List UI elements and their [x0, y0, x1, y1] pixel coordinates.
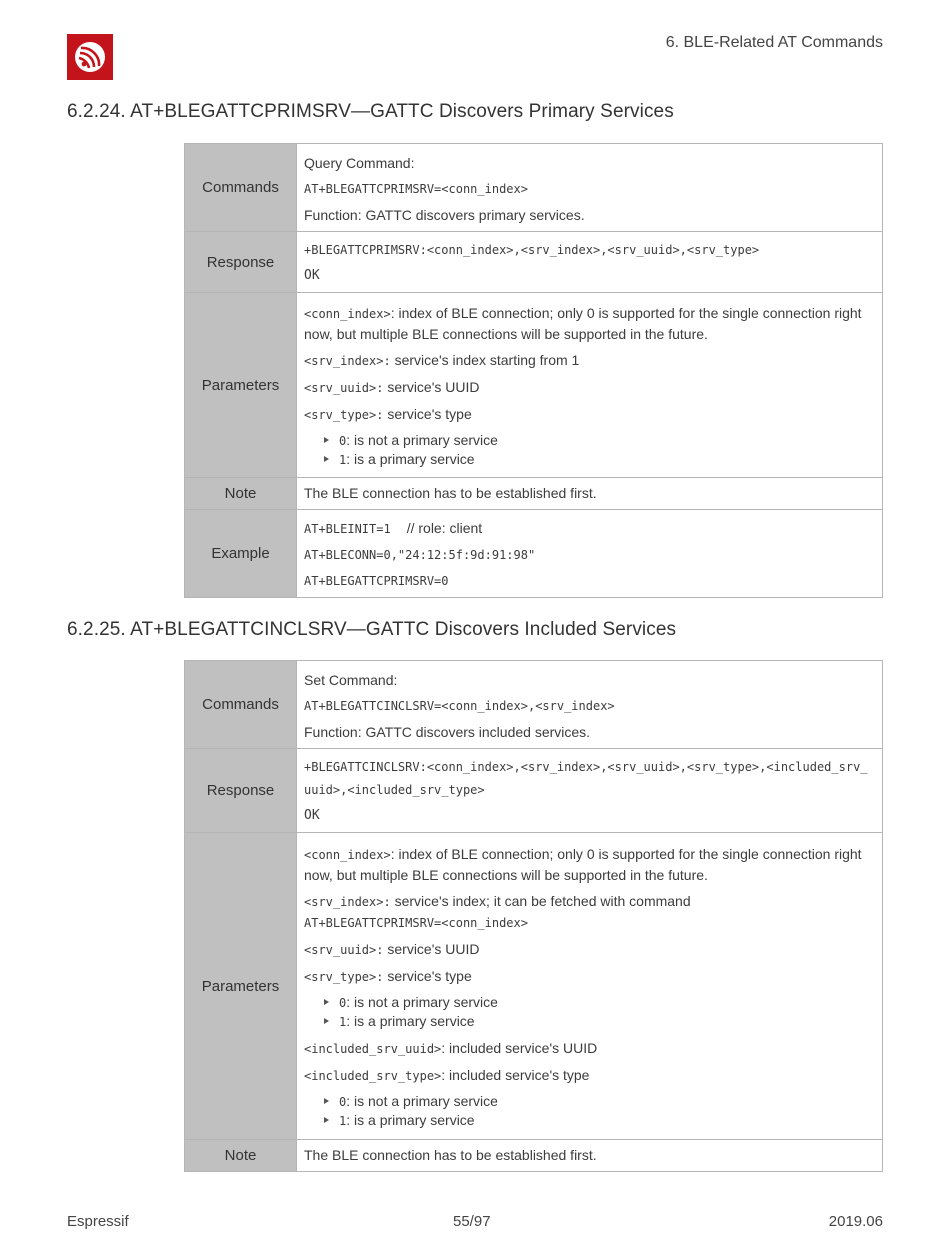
- param-desc: service's type: [383, 968, 472, 984]
- param-srv-uuid: [304, 939, 874, 960]
- param-command: AT+BLEGATTCPRIMSRV=<conn_index>: [304, 916, 528, 930]
- option-code: 0: [339, 1095, 347, 1109]
- example-comment: // role: client: [406, 520, 483, 536]
- param-name: <included_srv_uuid>: [304, 1042, 442, 1056]
- option-text: : is a primary service: [346, 1013, 475, 1029]
- example-line-1: [304, 518, 874, 539]
- command-type: Query Command:: [304, 154, 415, 171]
- param-desc: service's index; it can be fetched with command: [390, 893, 691, 909]
- note-label: Note: [185, 1140, 297, 1172]
- triangle-bullet-icon: [324, 456, 329, 462]
- command-function: Function: GATTC discovers included services.: [304, 723, 591, 740]
- param-srv-type: [304, 404, 874, 425]
- parameters-cell: [297, 293, 883, 478]
- param-desc: service's type: [383, 406, 472, 422]
- option-text: : is a primary service: [346, 1112, 475, 1128]
- param-desc: : index of BLE connection; only 0 is supported for the single connection right now, but multiple BLE connections will be supported in the future.: [304, 846, 862, 883]
- option-text: : is not a primary service: [346, 432, 498, 448]
- param-included-srv-type: [304, 1065, 874, 1086]
- response-label: Response: [185, 232, 297, 293]
- param-srv-type: [304, 966, 874, 987]
- chapter-header: 6. BLE-Related AT Commands: [665, 34, 883, 51]
- param-name: <srv_uuid>:: [304, 943, 384, 957]
- param-srv-index: [304, 350, 874, 371]
- response-line: +BLEGATTCPRIMSRV:<conn_index>,<srv_index>,<srv_uuid>,<srv_type>: [304, 243, 760, 257]
- option-code: 0: [339, 434, 347, 448]
- param-srv-index: [304, 891, 874, 933]
- param-desc: : included service's type: [441, 1067, 590, 1083]
- response-cell: [297, 232, 883, 293]
- list-item: [324, 993, 874, 1012]
- param-conn-index: [304, 844, 874, 885]
- footer-company: Espressif: [67, 1213, 129, 1230]
- parameters-label: Parameters: [185, 833, 297, 1140]
- option-code: 1: [339, 453, 347, 467]
- list-item: [324, 1111, 874, 1130]
- option-text: : is not a primary service: [346, 994, 498, 1010]
- command-type: Set Command:: [304, 671, 398, 688]
- parameters-label: Parameters: [185, 293, 297, 478]
- command-function: Function: GATTC discovers primary services.: [304, 206, 585, 223]
- response-cell: [297, 749, 883, 833]
- commands-label: Commands: [185, 661, 297, 749]
- option-text: : is not a primary service: [346, 1093, 498, 1109]
- command-syntax: AT+BLEGATTCINCLSRV=<conn_index>,<srv_index>: [304, 698, 615, 713]
- list-item: [324, 1012, 874, 1031]
- example-line-2: AT+BLECONN=0,"24:12:5f:9d:91:98": [304, 548, 536, 562]
- srv-type-options: [304, 993, 874, 1031]
- note-label: Note: [185, 478, 297, 510]
- command-syntax: AT+BLEGATTCPRIMSRV=<conn_index>: [304, 181, 528, 196]
- param-name: <srv_uuid>:: [304, 381, 384, 395]
- included-srv-type-options: [304, 1092, 874, 1130]
- param-desc: service's UUID: [383, 379, 480, 395]
- example-code: AT+BLEINIT=1: [304, 522, 391, 536]
- option-code: 0: [339, 996, 347, 1010]
- param-desc: service's index starting from 1: [390, 352, 580, 368]
- param-name: <conn_index>: [304, 848, 391, 862]
- response-ok: OK: [304, 808, 320, 823]
- command-table-blegattcprimsrv: [184, 143, 883, 598]
- response-line-1: +BLEGATTCINCLSRV:<conn_index>,<srv_index>,<srv_uuid>,<srv_type>,<included_srv_: [304, 760, 868, 774]
- section-heading-blegattcinclsrv: 6.2.25. AT+BLEGATTCINCLSRV—GATTC Discovers Included Services: [67, 619, 677, 640]
- list-item: [324, 450, 874, 469]
- commands-cell: [297, 144, 883, 232]
- option-text: : is a primary service: [346, 451, 475, 467]
- param-conn-index: [304, 303, 874, 344]
- triangle-bullet-icon: [324, 437, 329, 443]
- param-name: <srv_index>:: [304, 895, 391, 909]
- triangle-bullet-icon: [324, 999, 329, 1005]
- srv-type-options: [304, 431, 874, 469]
- response-line-2: uuid>,<included_srv_type>: [304, 783, 485, 797]
- commands-cell: [297, 661, 883, 749]
- commands-label: Commands: [185, 144, 297, 232]
- triangle-bullet-icon: [324, 1117, 329, 1123]
- param-srv-uuid: [304, 377, 874, 398]
- param-name: <included_srv_type>: [304, 1069, 442, 1083]
- param-name: <srv_type>:: [304, 970, 384, 984]
- param-desc: service's UUID: [383, 941, 480, 957]
- param-desc: : index of BLE connection; only 0 is supported for the single connection right now, but multiple BLE connections will be supported in the future.: [304, 305, 862, 342]
- note-text: The BLE connection has to be established first.: [297, 1140, 883, 1172]
- response-ok: OK: [304, 268, 320, 283]
- espressif-logo-icon: [67, 34, 113, 80]
- note-text: The BLE connection has to be established first.: [297, 478, 883, 510]
- option-code: 1: [339, 1114, 347, 1128]
- example-line-3: AT+BLEGATTCPRIMSRV=0: [304, 574, 449, 588]
- param-desc: : included service's UUID: [441, 1040, 598, 1056]
- example-cell: [297, 510, 883, 598]
- param-included-srv-uuid: [304, 1038, 874, 1059]
- page-number: 55/97: [453, 1213, 491, 1230]
- triangle-bullet-icon: [324, 1018, 329, 1024]
- example-label: Example: [185, 510, 297, 598]
- param-name: <srv_index>:: [304, 354, 391, 368]
- section-heading-blegattcprimsrv: 6.2.24. AT+BLEGATTCPRIMSRV—GATTC Discovers Primary Services: [67, 101, 674, 122]
- option-code: 1: [339, 1015, 347, 1029]
- param-name: <conn_index>: [304, 307, 391, 321]
- response-label: Response: [185, 749, 297, 833]
- command-table-blegattcinclsrv: [184, 660, 883, 1172]
- param-name: <srv_type>:: [304, 408, 384, 422]
- parameters-cell: [297, 833, 883, 1140]
- list-item: [324, 1092, 874, 1111]
- list-item: [324, 431, 874, 450]
- footer-date: 2019.06: [828, 1213, 883, 1230]
- triangle-bullet-icon: [324, 1098, 329, 1104]
